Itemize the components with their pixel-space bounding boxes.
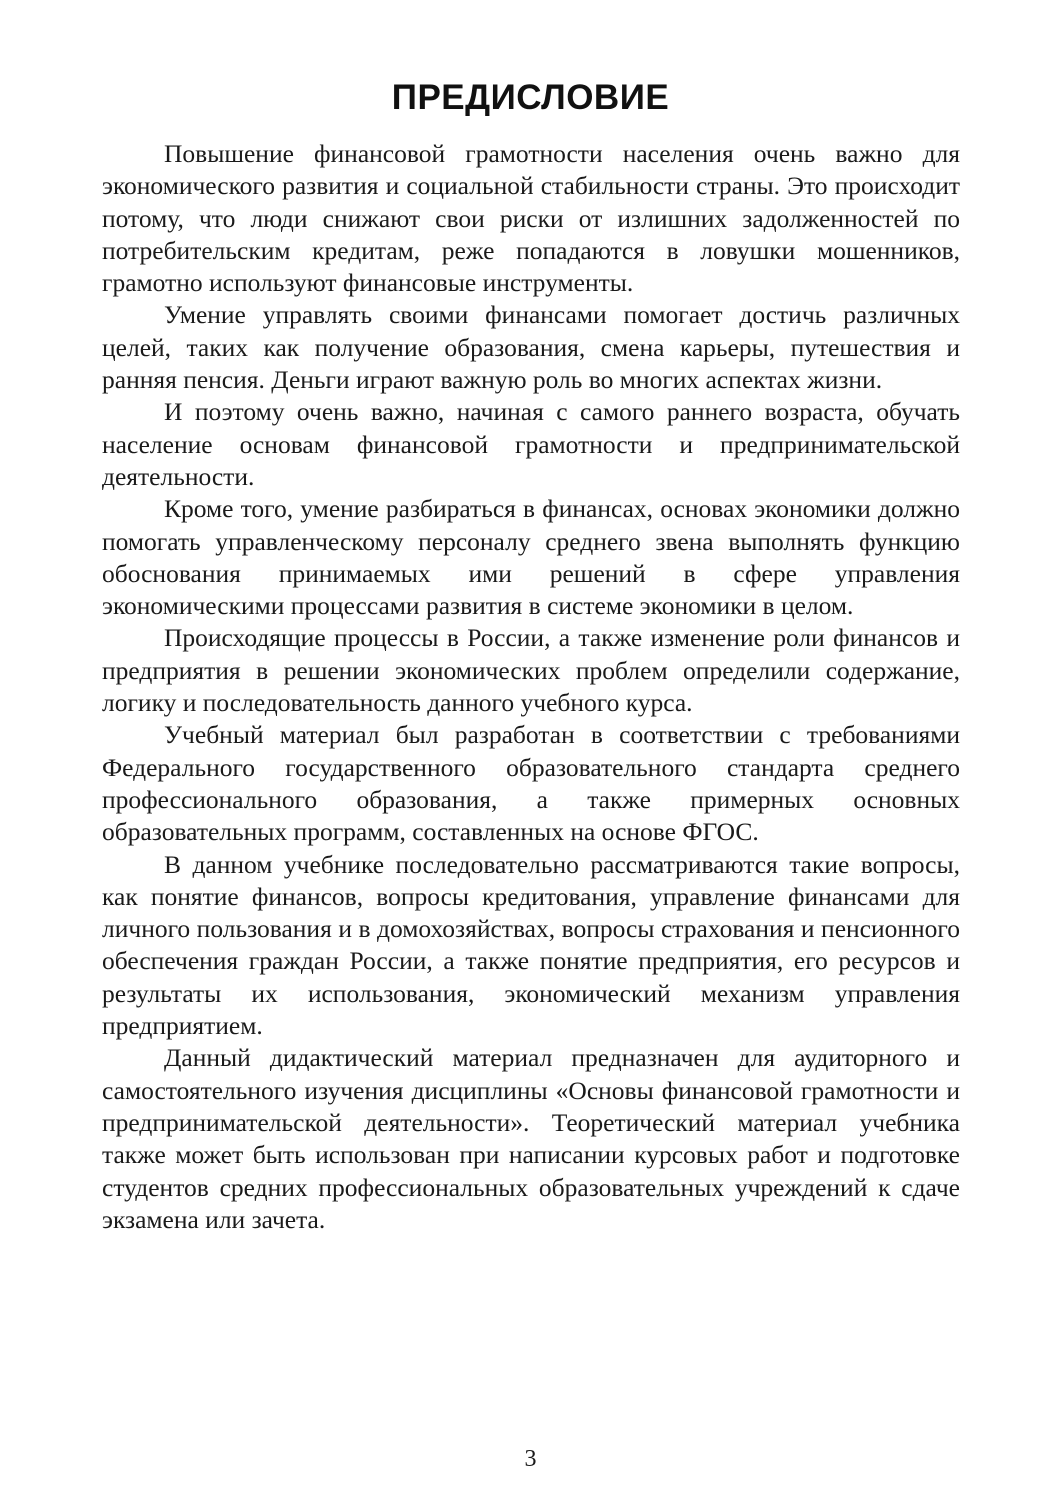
preface-body (102, 138, 960, 1236)
paragraph: Данный дидактический материал предназначен для аудиторного и самостоятельного изучения дисциплины «Основы финансовой грамотности и предпринимательской деятельности». Теоретический материал учебника также может быть использован при написании курсовых работ и подготовке студентов средних профессиональных образовательных учреждений к сдаче экзамена или зачета. (102, 1043, 960, 1234)
paragraph: В данном учебнике последовательно рассматриваются такие вопросы, как понятие финансов, вопросы кредитования, управление финансами для личного пользования и в домохозяйствах, вопросы страхования и пенсионного обеспечения граждан России, а также понятие предприятия, его ресурсов и результаты их использования, экономический механизм управления предприятием. (102, 849, 960, 1041)
paragraph: Происходящие процессы в России, а также изменение роли финансов и предприятия в решении экономических проблем определили содержание, логику и последовательность данного учебного курса. (102, 623, 960, 718)
paragraph: Умение управлять своими финансами помогает достичь различных целей, таких как получение образования, смена карьеры, путешествия и ранняя пенсия. Деньги играют важную роль во многих аспектах жизни. (102, 300, 960, 395)
paragraph: Кроме того, умение разбираться в финансах, основах экономики должно помогать управленческому персоналу среднего звена выполнять функцию обоснования принимаемых ими решений в сфере управления экономическими процессами развития в системе экономики в целом. (102, 494, 960, 621)
page-number: 3 (524, 1446, 537, 1472)
paragraph: И поэтому очень важно, начиная с самого раннего возраста, обучать население основам финансовой грамотности и предпринимательской деятельности. (102, 397, 960, 491)
paragraph: Учебный материал был разработан в соответствии с требованиями Федерального государственного образовательного стандарта среднего профессионального образования, а также примерных основных образовательных программ, составленных на основе ФГОС. (102, 720, 960, 847)
paragraph: Повышение финансовой грамотности населения очень важно для экономического развития и социальной стабильности страны. Это происходит потому, что люди снижают свои риски от излишних задолженностей по потребительским кредитам, реже попадаются в ловушки мошенников, грамотно используют финансовые инструменты. (102, 139, 960, 298)
page-title: ПРЕДИСЛОВИЕ (391, 78, 670, 117)
